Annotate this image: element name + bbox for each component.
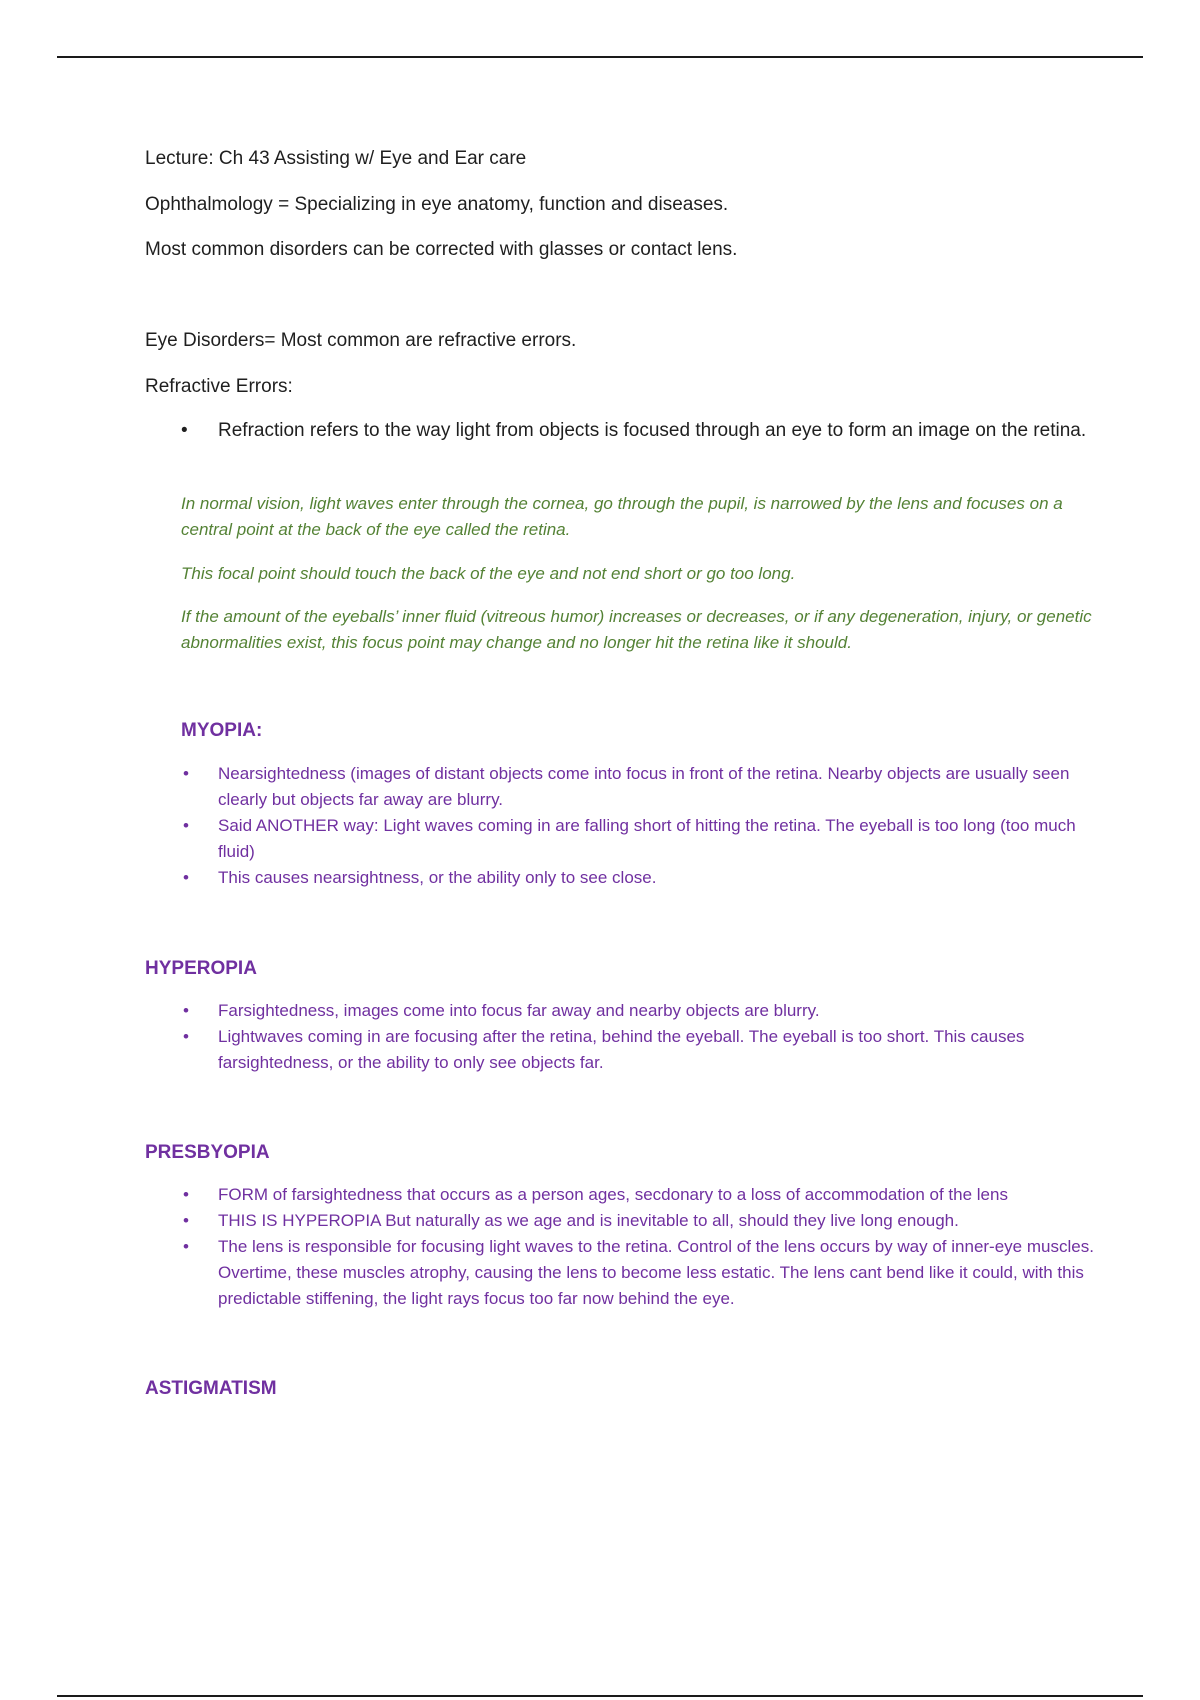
list-item-text: Nearsightedness (images of distant objects come into focus in front of the retina. Nearby objects are usually seen clearly but objects far away are blurry. — [218, 764, 1070, 809]
bullet-dot: • — [183, 1001, 189, 1020]
astigmatism-heading: ASTIGMATISM — [145, 1378, 277, 1399]
bullet-dot: • — [183, 1185, 189, 1204]
myopia-heading: MYOPIA: — [181, 720, 263, 741]
list-item-text: FORM of farsightedness that occurs as a person ages, secdonary to a loss of accommodation of the lens — [218, 1185, 1008, 1204]
note-fluid-change: If the amount of the eyeballs’ inner fluid (vitreous humor) increases or decreases, or if any degeneration, injury, or genetic abnormalities exist, this focus point may change and no longer hit the retina like it should. — [181, 607, 1092, 652]
hyperopia-list — [181, 998, 1101, 1076]
bullet-dot: • — [183, 1211, 189, 1230]
list-item — [181, 1208, 1101, 1234]
refractive-errors-line: Refractive Errors: — [145, 376, 293, 397]
list-item-text: The lens is responsible for focusing light waves to the retina. Control of the lens occurs by way of inner-eye muscles. Overtime, these muscles atrophy, causing the lens to become less estatic. The lens cant bend like it could, with this predictable stiffening, the light rays focus too far now behind the eye. — [218, 1237, 1094, 1308]
note-focal-point: This focal point should touch the back of the eye and not end short or go too long. — [181, 564, 796, 583]
bullet-dot: • — [183, 764, 189, 783]
common-disorders-line: Most common disorders can be corrected with glasses or contact lens. — [145, 239, 738, 260]
bullet-dot: • — [183, 868, 189, 887]
list-item — [181, 998, 1101, 1024]
eye-disorders-line: Eye Disorders= Most common are refractive errors. — [145, 330, 577, 351]
ophthalmology-line: Ophthalmology = Specializing in eye anatomy, function and diseases. — [145, 194, 729, 215]
list-item-text: Lightwaves coming in are focusing after the retina, behind the eyeball. The eyeball is too short. This causes farsightedness, or the ability to only see objects far. — [218, 1027, 1025, 1072]
list-item-text: Said ANOTHER way: Light waves coming in are falling short of hitting the retina. The eyeball is too long (too much fluid) — [218, 816, 1076, 861]
bullet-dot: • — [181, 420, 188, 441]
list-item — [181, 865, 1101, 891]
list-item — [181, 761, 1101, 813]
myopia-list — [181, 761, 1101, 891]
list-item — [181, 1182, 1101, 1208]
lecture-title: Lecture: Ch 43 Assisting w/ Eye and Ear care — [145, 148, 527, 169]
presbyopia-heading: PRESBYOPIA — [145, 1142, 270, 1163]
list-item — [181, 1024, 1101, 1076]
list-item-text: This causes nearsightness, or the ability only to see close. — [218, 868, 657, 887]
bullet-dot: • — [183, 1027, 189, 1046]
bullet-dot: • — [183, 816, 189, 835]
list-item-text: THIS IS HYPEROPIA But naturally as we age and is inevitable to all, should they live long enough. — [218, 1211, 959, 1230]
presbyopia-list — [181, 1182, 1101, 1312]
list-item — [181, 813, 1101, 865]
bottom-rule — [57, 1695, 1143, 1697]
refraction-bullet: Refraction refers to the way light from objects is focused through an eye to form an image on the retina. — [218, 420, 1087, 441]
bullet-dot: • — [183, 1237, 189, 1256]
list-item — [181, 1234, 1101, 1312]
hyperopia-heading: HYPEROPIA — [145, 958, 257, 979]
list-item-text: Farsightedness, images come into focus far away and nearby objects are blurry. — [218, 1001, 820, 1020]
note-normal-vision: In normal vision, light waves enter through the cornea, go through the pupil, is narrowed by the lens and focuses on a central point at the back of the eye called the retina. — [181, 494, 1063, 539]
top-rule — [57, 56, 1143, 58]
